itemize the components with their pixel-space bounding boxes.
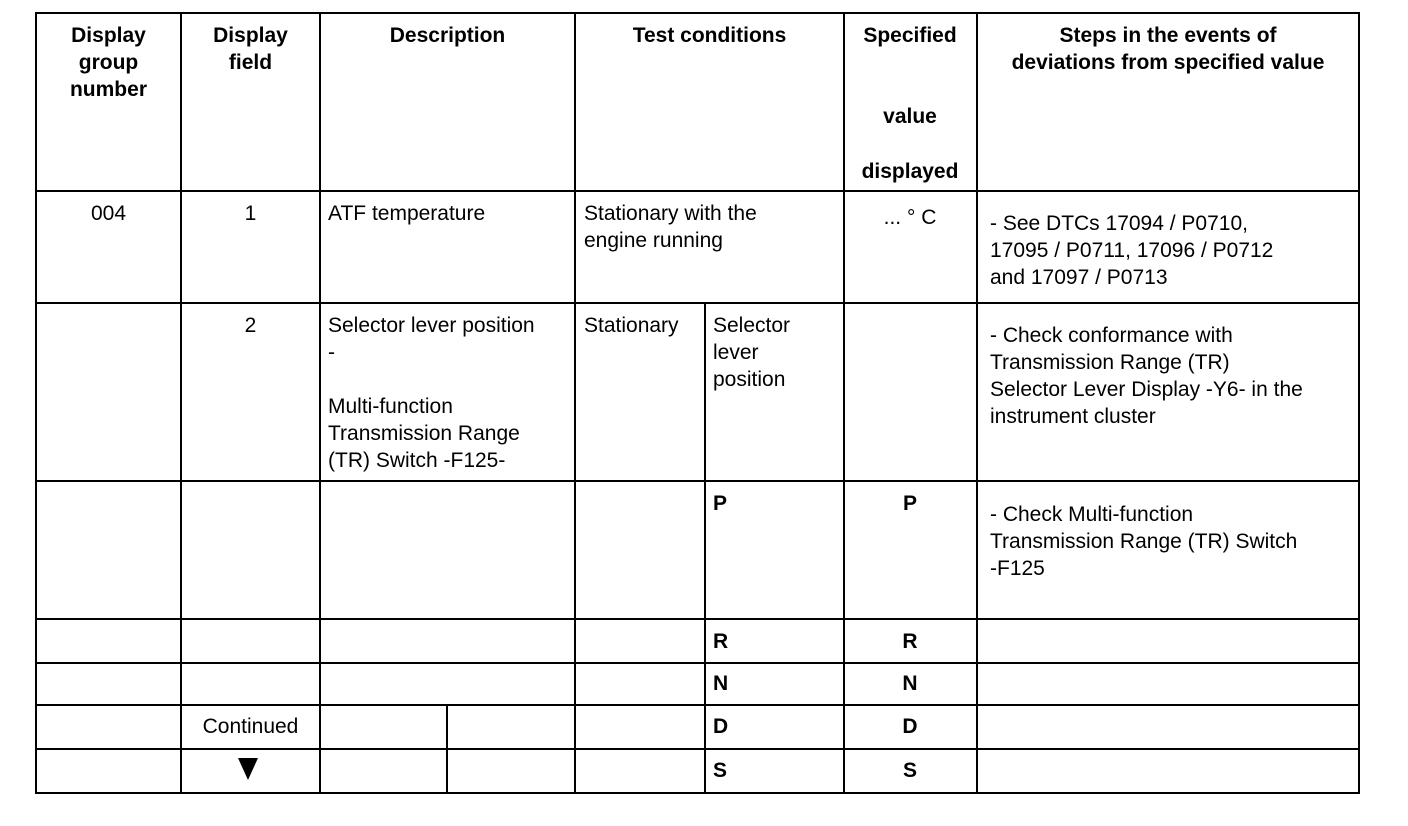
row-divider: [35, 480, 1360, 482]
cell-lever-position: D: [713, 715, 729, 738]
column-divider: [704, 302, 706, 794]
row-divider: [35, 748, 1360, 750]
cell-specified-value: S: [902, 759, 917, 782]
cell-group-number: 004: [90, 202, 127, 225]
header-display-group-number: Display group number: [69, 24, 147, 101]
table-border-bottom: [35, 792, 1360, 794]
table-border-left: [35, 12, 37, 794]
header-display-field: Display field: [213, 24, 288, 74]
cell-description: Selector lever position - Multi-function Transmission Range (TR) Switch -F125-: [328, 314, 535, 472]
display-group-table: [35, 12, 1360, 794]
header-description: Description: [389, 24, 506, 47]
row-divider: [35, 190, 1360, 192]
header-steps: Steps in the events of deviations from specified value: [1011, 24, 1325, 74]
row-divider: [35, 618, 1360, 620]
cell-lever-position: P: [713, 492, 728, 515]
table-border-right: [1358, 12, 1360, 794]
cell-test-condition: Stationary: [584, 314, 679, 337]
cell-selector-lever-position: Selector lever position: [713, 314, 791, 391]
cell-description: ATF temperature: [328, 202, 486, 225]
cell-display-field: 2: [244, 314, 257, 337]
header-specified: Specified: [863, 24, 957, 47]
column-divider: [574, 12, 576, 794]
cell-steps: - Check conformance with Transmission Range (TR) Selector Lever Display -Y6- in the instrument cluster: [990, 324, 1303, 428]
column-divider: [843, 12, 845, 794]
cell-specified-value: P: [902, 492, 917, 515]
cell-specified-value: D: [902, 715, 918, 738]
header-specified-displayed: displayed: [861, 160, 959, 183]
header-specified-value: value: [883, 105, 937, 128]
cell-specified-value: R: [902, 630, 918, 653]
row-divider: [35, 662, 1360, 664]
cell-specified-value: N: [902, 672, 918, 695]
cell-display-field: 1: [244, 202, 257, 225]
column-divider: [976, 12, 978, 794]
cell-steps: - Check Multi-function Transmission Range (TR) Switch -F125: [990, 503, 1298, 580]
column-divider: [180, 12, 182, 794]
description-split-divider: [446, 704, 448, 794]
down-triangle-icon: [238, 758, 258, 780]
cell-specified-value: ... ° C: [883, 206, 937, 229]
cell-lever-position: N: [713, 672, 729, 695]
cell-steps: - See DTCs 17094 / P0710, 17095 / P0711, 17096 / P0712 and 17097 / P0713: [990, 212, 1274, 289]
cell-lever-position: S: [713, 759, 728, 782]
cell-lever-position: R: [713, 630, 729, 653]
cell-continued: Continued: [202, 715, 299, 738]
row-divider: [35, 704, 1360, 706]
table-border-top: [35, 12, 1360, 14]
column-divider: [319, 12, 321, 794]
cell-test-conditions: Stationary with the engine running: [584, 202, 757, 252]
header-test-conditions: Test conditions: [632, 24, 787, 47]
row-divider: [35, 302, 1360, 304]
